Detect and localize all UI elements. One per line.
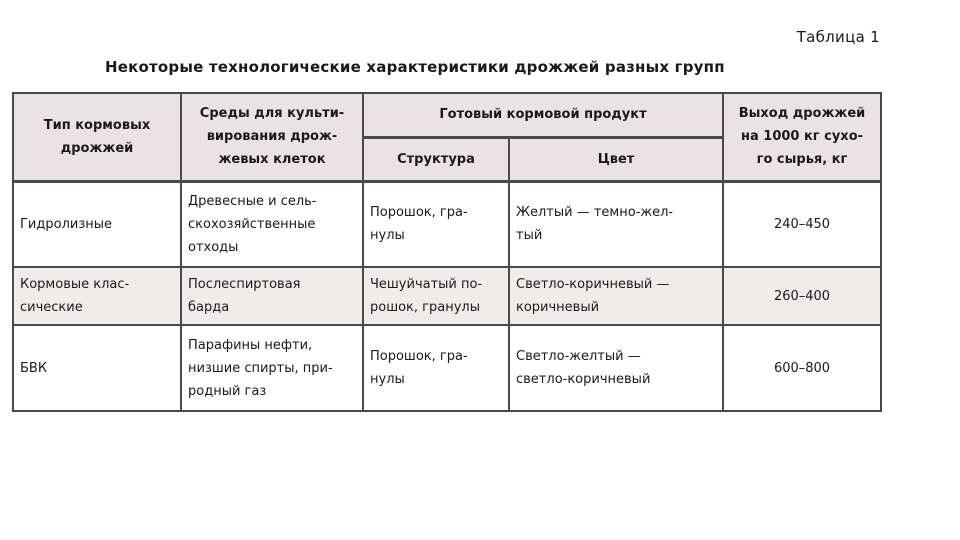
table-row (13, 267, 881, 325)
cell-media: Послеспиртовая барда (181, 267, 363, 325)
header-cultivation-media: Среды для культи- вирования дрож- жевых клеток (181, 93, 363, 181)
cell-structure: Порошок, гра- нулы (363, 181, 509, 267)
cell-color: Светло-коричневый — коричневый (509, 267, 723, 325)
cell-type: БВК (13, 325, 181, 411)
cell-yield: 600–800 (723, 325, 881, 411)
cell-structure: Чешуйчатый по- рошок, гранулы (363, 267, 509, 325)
cell-media: Парафины нефти, низшие спирты, при- родный газ (181, 325, 363, 411)
cell-type: Кормовые клас- сические (13, 267, 181, 325)
table-title: Некоторые технологические характеристики дрожжей разных групп (105, 58, 725, 76)
table-number: Таблица 1 (796, 28, 880, 46)
header-yeast-type: Тип кормовых дрожжей (13, 93, 181, 181)
cell-yield: 240–450 (723, 181, 881, 267)
yeast-characteristics-table (12, 92, 882, 412)
table-row (13, 181, 881, 267)
cell-structure: Порошок, гра- нулы (363, 325, 509, 411)
cell-media: Древесные и сель- скохозяйственные отходы (181, 181, 363, 267)
table-row (13, 325, 881, 411)
header-color: Цвет (509, 137, 723, 181)
cell-color: Светло-желтый — светло-коричневый (509, 325, 723, 411)
cell-type: Гидролизные (13, 181, 181, 267)
header-finished-product: Готовый кормовой продукт (363, 93, 723, 137)
cell-color: Желтый — темно-жел- тый (509, 181, 723, 267)
header-yield: Выход дрожжей на 1000 кг сухо- го сырья, кг (723, 93, 881, 181)
header-structure: Структура (363, 137, 509, 181)
cell-yield: 260–400 (723, 267, 881, 325)
